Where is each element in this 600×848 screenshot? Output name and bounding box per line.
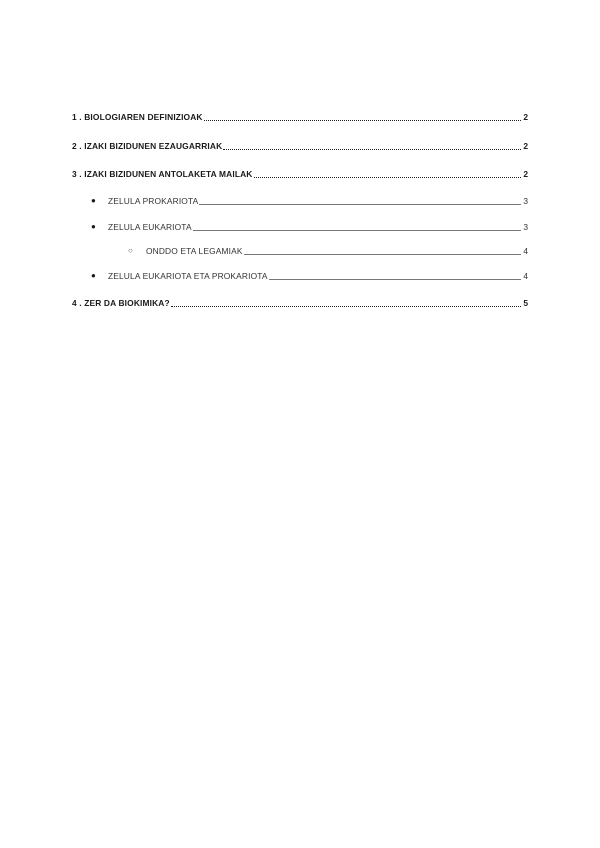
bullet-icon: ● (91, 222, 96, 231)
toc-entry[interactable] (72, 244, 528, 258)
hollow-bullet-icon: ○ (128, 246, 133, 255)
toc-leader (244, 254, 521, 255)
toc-entry-title: 1 . BIOLOGIAREN DEFINIZIOAK (72, 112, 203, 122)
toc-entry-page: 3 (523, 196, 528, 206)
toc-leader (223, 149, 521, 150)
toc-entry-page: 3 (523, 222, 528, 232)
toc-entry-title: 3 . IZAKI BIZIDUNEN ANTOLAKETA MAILAK (72, 169, 253, 179)
toc-entry-page: 4 (523, 271, 528, 281)
toc-entry-page: 4 (523, 246, 528, 256)
toc-entry[interactable] (72, 220, 528, 234)
toc-leader (199, 204, 521, 205)
toc-entry-page: 2 (523, 112, 528, 122)
toc-leader (171, 306, 521, 307)
toc-entry-title: ZELULA EUKARIOTA (108, 222, 192, 232)
toc-entry-page: 5 (523, 298, 528, 308)
toc-leader (204, 120, 521, 121)
toc-entry-title: 2 . IZAKI BIZIDUNEN EZAUGARRIAK (72, 141, 223, 151)
toc-entry[interactable] (72, 194, 528, 208)
toc-entry-page: 2 (523, 169, 528, 179)
toc-entry-page: 2 (523, 141, 528, 151)
toc-entry-title: 4 . ZER DA BIOKIMIKA? (72, 298, 170, 308)
bullet-icon: ● (91, 271, 96, 280)
bullet-icon: ● (91, 196, 96, 205)
toc-entry-title: ZELULA EUKARIOTA ETA PROKARIOTA (108, 271, 268, 281)
toc-leader (254, 177, 522, 178)
toc-leader (193, 230, 521, 231)
toc-leader (269, 279, 521, 280)
toc-entry[interactable] (72, 139, 528, 153)
toc-entry[interactable] (72, 110, 528, 124)
toc-entry[interactable] (72, 167, 528, 181)
toc-entry-title: ONDDO ETA LEGAMIAK (146, 246, 243, 256)
toc-entry[interactable] (72, 296, 528, 310)
toc-entry-title: ZELULA PROKARIOTA (108, 196, 199, 206)
toc-entry[interactable] (72, 269, 528, 283)
